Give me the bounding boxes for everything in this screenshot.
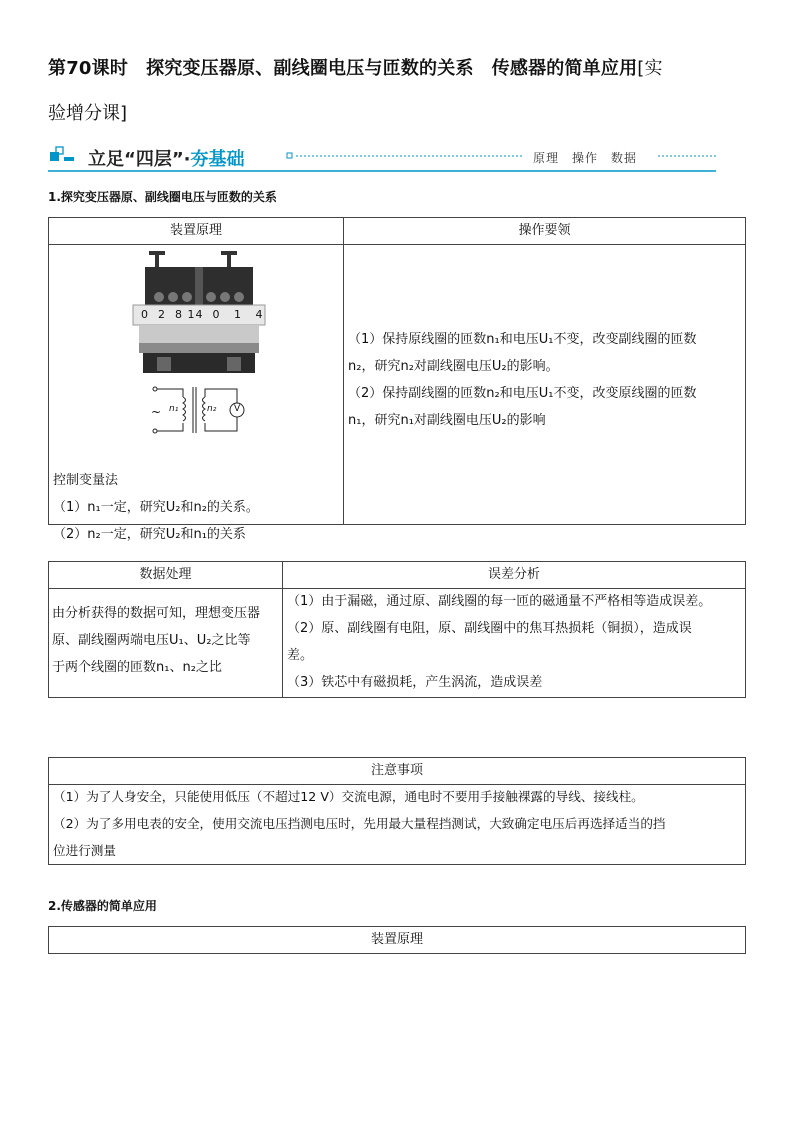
circuit-diagram — [147, 385, 247, 437]
text-line: （2）原、副线圈有电阻，原、副线圈中的焦耳热损耗（铜损），造成误 — [287, 621, 692, 636]
title-bracket-open: [实 — [637, 58, 663, 79]
table1-principle-cell — [49, 245, 344, 542]
text-line: （2）保持副线圈的匝数n₂和电压U₁不变，改变原线圈的匝数 — [348, 386, 697, 401]
section-label-main: 立足“四层”· — [88, 149, 191, 170]
part2-heading: 2.传感器的简单应用 — [48, 899, 157, 913]
table1-operation-text — [346, 326, 698, 434]
table-device-operation — [48, 217, 746, 542]
n2-label: n₂ — [207, 404, 217, 414]
lesson-number: 第70课时 — [48, 58, 129, 79]
table1-operation-cell — [344, 245, 746, 525]
table2-error-cell — [283, 589, 746, 698]
table1-header-principle: 装置原理 — [49, 218, 344, 245]
text-line: 控制变量法 — [53, 473, 119, 488]
text-line: 由分析获得的数据可知，理想变压器 — [52, 606, 261, 621]
text-line: （1）为了人身安全，只能使用低压（不超过12 V）交流电源，通电时不要用手接触裸露的导线、接线柱。 — [53, 789, 644, 804]
section-label — [88, 145, 245, 171]
title-topic-2: 传感器的简单应用 — [491, 58, 638, 79]
terminal-number-labels — [141, 308, 271, 321]
table2-data-text — [50, 600, 262, 681]
table-sensor — [48, 926, 746, 954]
section-tags: 原理 操作 数据 — [533, 151, 638, 165]
table1-principle-text — [51, 467, 261, 548]
part1-heading: 1.探究变压器原、副线圈电压与匝数的关系 — [48, 190, 277, 204]
terminal-label: 0 — [212, 308, 221, 321]
text-line: （3）铁芯中有磁损耗，产生涡流，造成误差 — [287, 675, 543, 690]
section-bar — [48, 143, 716, 173]
text-line: 位进行测量 — [53, 843, 116, 858]
text-line: （1）由于漏磁，通过原、副线圈的每一匝的磁通量不严格相等造成误差。 — [287, 594, 712, 609]
terminal-label: 0 — [141, 308, 149, 321]
table1-header-operation: 操作要领 — [344, 218, 746, 245]
n1-label: n₁ — [169, 404, 179, 414]
table2-data-cell — [49, 589, 283, 698]
table2-header-data: 数据处理 — [49, 562, 283, 589]
terminal-label: 4 — [255, 308, 264, 321]
page-title — [48, 58, 748, 80]
terminal-label: 2 — [158, 308, 166, 321]
table3-notes-cell — [49, 785, 746, 865]
text-line: （1）保持原线圈的匝数n₁和电压U₁不变，改变副线圈的匝数 — [348, 332, 697, 347]
voltmeter-symbol: V — [234, 404, 241, 414]
text-line: （2）为了多用电表的安全，使用交流电压挡测电压时，先用最大量程挡测试，大致确定电压后再选择适当的挡 — [53, 816, 666, 831]
title-continuation: 验增分课] — [48, 103, 128, 124]
text-line: 于两个线圈的匝数n₁、n₂之比 — [52, 660, 222, 675]
ac-source-symbol: ~ — [151, 405, 162, 419]
table-notes — [48, 757, 746, 865]
terminal-label: 14 — [187, 308, 204, 321]
text-line: n₂，研究n₂对副线圈电压U₂的影响。 — [348, 359, 559, 374]
text-line: 差。 — [287, 648, 314, 663]
section-label-highlight: 夯基础 — [190, 149, 245, 170]
text-line: （2）n₂一定，研究U₂和n₁的关系 — [53, 527, 246, 542]
title-topic-1: 探究变压器原、副线圈电压与匝数的关系 — [146, 58, 474, 79]
table2-header-error: 误差分析 — [283, 562, 746, 589]
text-line: （1）n₁一定，研究U₂和n₂的关系。 — [53, 500, 259, 515]
terminal-label: 8 — [175, 308, 183, 321]
text-line: 原、副线圈两端电压U₁、U₂之比等 — [52, 633, 251, 648]
table3-notes-text — [51, 783, 668, 864]
table4-header-principle: 装置原理 — [49, 927, 746, 954]
terminal-label: 1 — [234, 308, 242, 321]
table3-header-notes: 注意事项 — [49, 758, 746, 785]
table2-error-text — [285, 588, 713, 696]
text-line: n₁，研究n₁对副线圈电压U₂的影响 — [348, 413, 546, 428]
table-data-error — [48, 561, 746, 698]
